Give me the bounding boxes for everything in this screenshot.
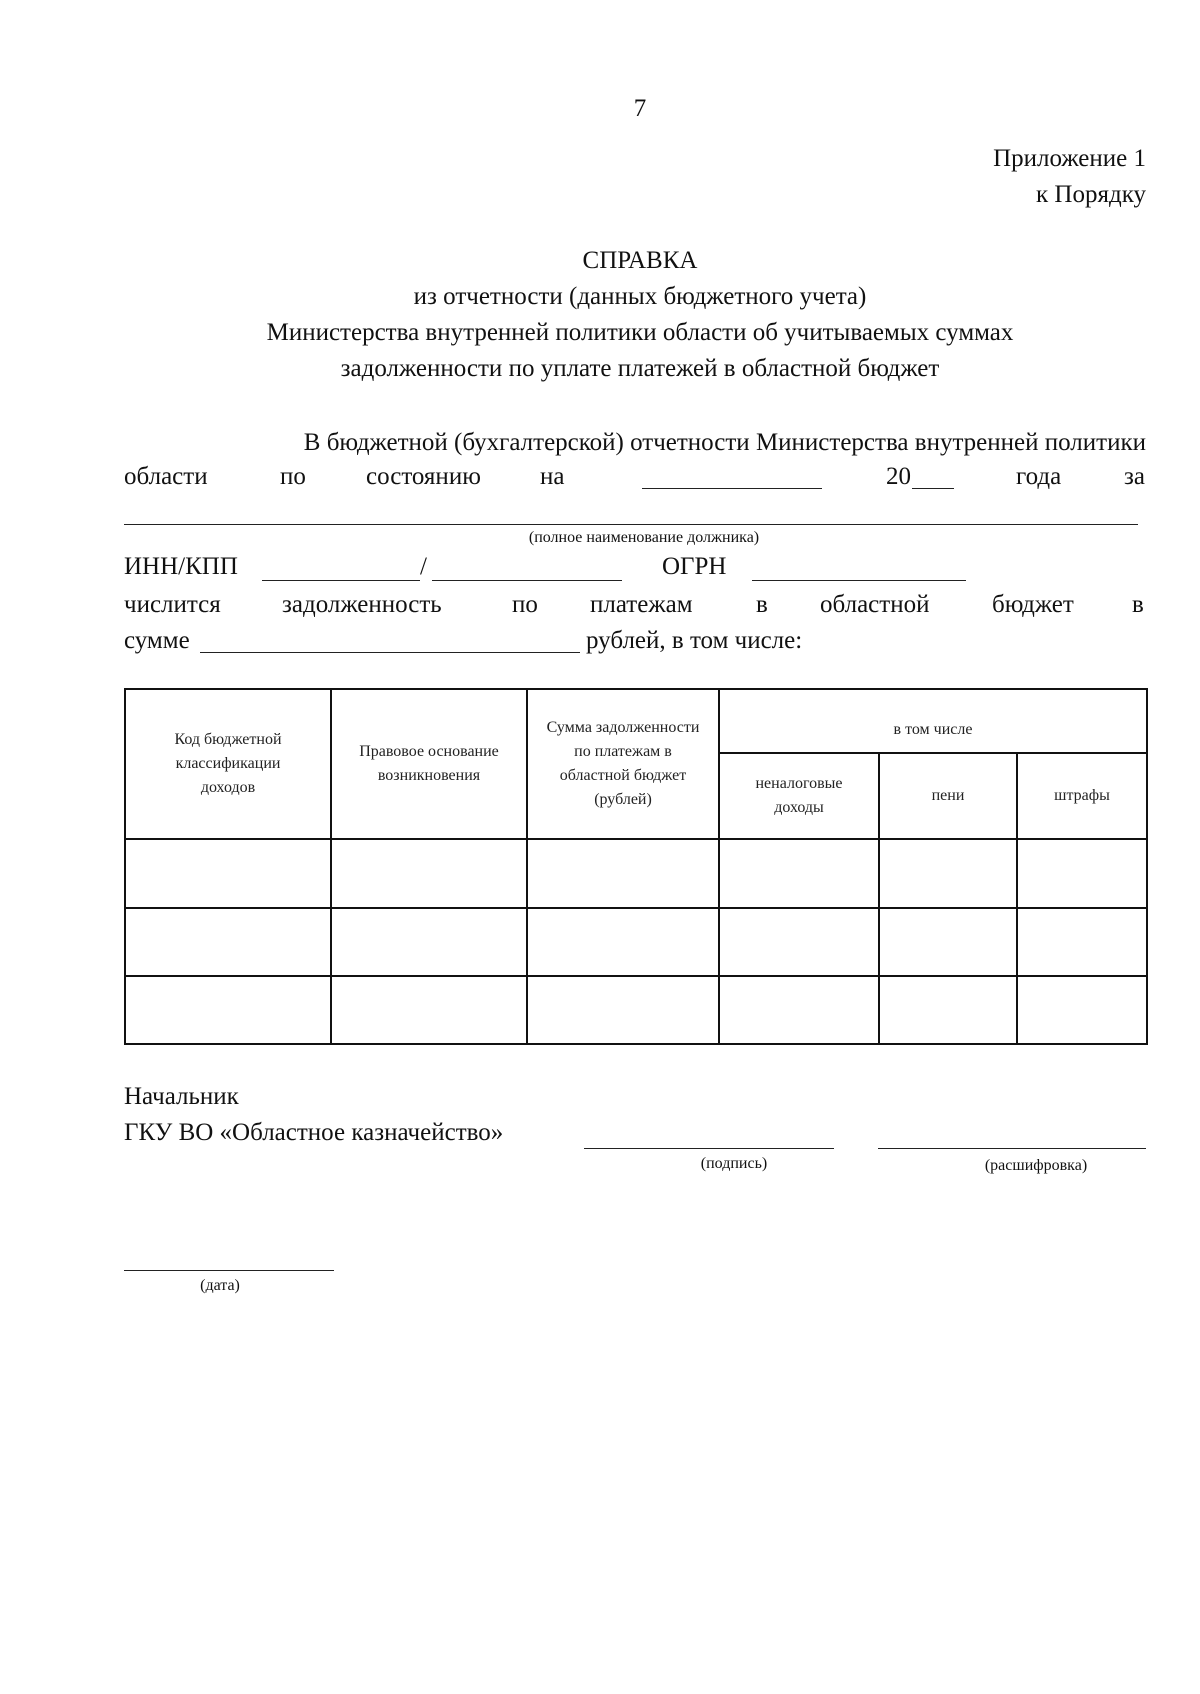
table-cell[interactable]	[1017, 976, 1147, 1044]
header-legal-basis: Правовое основание возникновения	[331, 689, 527, 839]
table-row	[125, 839, 1147, 907]
date-caption: (дата)	[200, 1277, 240, 1294]
sum-blank-line[interactable]	[200, 652, 580, 653]
title-line-1: из отчетности (данных бюджетного учета)	[413, 283, 867, 310]
table-cell[interactable]	[527, 839, 719, 907]
row5-word-oblastnoy: областной	[820, 591, 930, 618]
table-cell[interactable]	[879, 839, 1017, 907]
appendix-line-1: Приложение 1	[993, 145, 1146, 172]
table-cell[interactable]	[527, 908, 719, 976]
signer-position-line-1: Начальник	[124, 1083, 239, 1110]
row5-word-chislitsya: числится	[124, 591, 221, 618]
header-fines: штрафы	[1017, 753, 1147, 839]
row5-word-v-end: в	[1132, 591, 1144, 618]
row5-word-byudzhet: бюджет	[992, 591, 1074, 618]
row2-word-sostoyaniyu: состоянию	[366, 463, 481, 490]
table-cell[interactable]	[331, 908, 527, 976]
date-line[interactable]	[124, 1270, 334, 1271]
row5-word-zadolzhennost: задолженность	[282, 591, 442, 618]
body-paragraph-line-1: В бюджетной (бухгалтерской) отчетности Министерства внутренней политики	[303, 429, 1146, 456]
sum-suffix: рублей, в том числе:	[586, 627, 803, 654]
signature-caption: (подпись)	[700, 1155, 768, 1172]
page-number: 7	[633, 95, 647, 122]
date-blank-line[interactable]	[642, 488, 822, 489]
table-row	[125, 908, 1147, 976]
sum-label: сумме	[124, 627, 190, 654]
year-prefix: 20	[886, 463, 911, 490]
appendix-line-2: к Порядку	[1036, 181, 1146, 208]
ogrn-label: ОГРН	[662, 553, 727, 580]
table-cell[interactable]	[331, 976, 527, 1044]
row5-word-po: по	[512, 591, 538, 618]
document-title: СПРАВКА	[582, 247, 698, 274]
inn-kpp-label: ИНН/КПП	[124, 553, 238, 580]
table-cell[interactable]	[1017, 908, 1147, 976]
debt-table	[124, 688, 1148, 1045]
header-including-group: в том числе	[719, 689, 1147, 753]
row5-word-v: в	[756, 591, 768, 618]
signature-line[interactable]	[584, 1148, 834, 1149]
table-cell[interactable]	[879, 908, 1017, 976]
table-cell[interactable]	[125, 839, 331, 907]
table-cell[interactable]	[1017, 839, 1147, 907]
table-cell[interactable]	[719, 908, 879, 976]
inn-kpp-slash: /	[420, 553, 427, 580]
debtor-name-line[interactable]	[124, 524, 1138, 525]
table-cell[interactable]	[125, 908, 331, 976]
table-cell[interactable]	[125, 976, 331, 1044]
name-decode-line[interactable]	[878, 1148, 1146, 1149]
debtor-name-caption: (полное наименование должника)	[528, 529, 760, 546]
inn-blank-line[interactable]	[262, 580, 420, 581]
table-cell[interactable]	[527, 976, 719, 1044]
year-blank-line[interactable]	[912, 488, 954, 489]
title-line-3: задолженности по уплате платежей в областной бюджет	[340, 355, 940, 382]
title-line-2: Министерства внутренней политики области об учитываемых суммах	[266, 319, 1014, 346]
table-cell[interactable]	[719, 976, 879, 1044]
row2-word-na: на	[540, 463, 565, 490]
row5-word-platezham: платежам	[590, 591, 693, 618]
header-debt-sum: Сумма задолженности по платежам в областной бюджет (рублей)	[527, 689, 719, 839]
kpp-blank-line[interactable]	[432, 580, 622, 581]
signer-position-line-2: ГКУ ВО «Областное казначейство»	[124, 1119, 504, 1146]
row2-word-za: за	[1124, 463, 1145, 490]
table-row	[125, 976, 1147, 1044]
header-non-tax-income: неналоговые доходы	[719, 753, 879, 839]
table-cell[interactable]	[331, 839, 527, 907]
row2-word-po: по	[280, 463, 306, 490]
decode-caption: (расшифровка)	[984, 1157, 1088, 1174]
row2-word-oblasti: области	[124, 463, 208, 490]
header-budget-code: Код бюджетной классификации доходов	[125, 689, 331, 839]
row2-word-goda: года	[1016, 463, 1062, 490]
table-cell[interactable]	[719, 839, 879, 907]
ogrn-blank-line[interactable]	[752, 580, 966, 581]
table-cell[interactable]	[879, 976, 1017, 1044]
header-penalties: пени	[879, 753, 1017, 839]
